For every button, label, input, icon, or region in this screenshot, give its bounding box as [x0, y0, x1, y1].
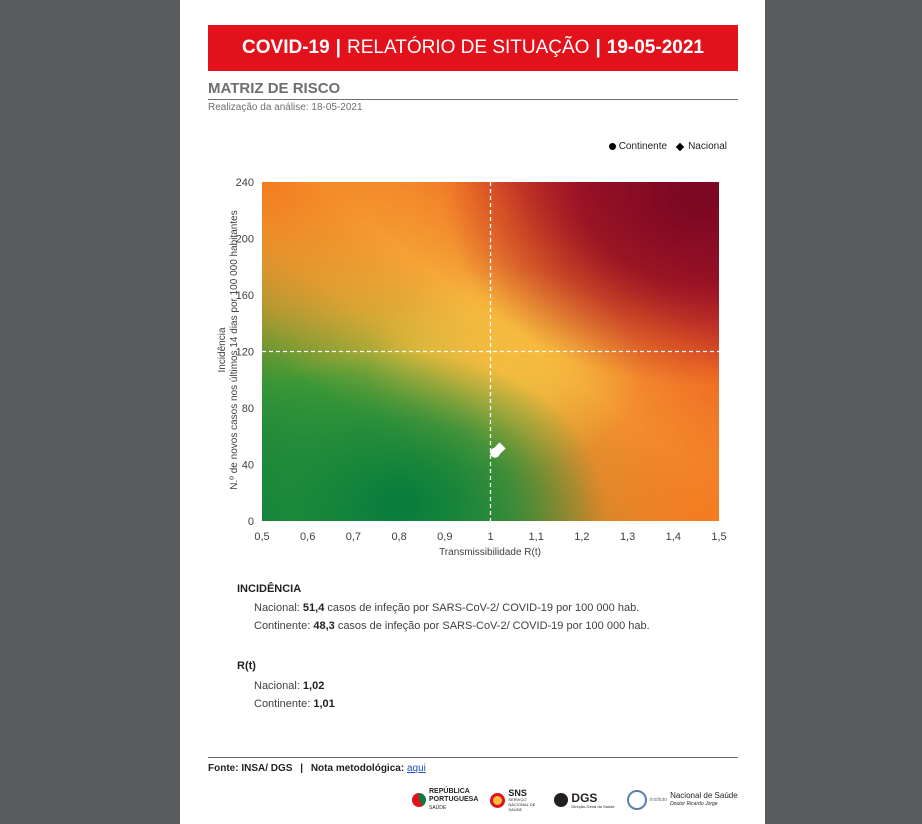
insa-logo	[627, 790, 738, 810]
sns-logo	[490, 789, 542, 812]
y-tick-label: 240	[235, 177, 254, 189]
incidence-continente	[254, 620, 650, 632]
analysis-date: Realização da análise: 18-05-2021	[208, 102, 363, 113]
x-tick-label: 1	[487, 531, 494, 543]
x-tick-label: 1,2	[574, 531, 590, 543]
logo-text: Direção-Geral da Saúde	[571, 803, 615, 809]
incidence-continente-text: casos de infeção por SARS-CoV-2/ COVID-19 por 100 000 hab.	[337, 620, 650, 632]
incidence-nacional-value: 51,4	[302, 602, 325, 614]
logo-text: DGS	[571, 790, 598, 805]
y-tick-label: 160	[235, 290, 254, 302]
rt-nacional-label: Nacional:	[254, 680, 300, 692]
incidence-nacional-text: casos de infeção por SARS-CoV-2/ COVID-19 por 100 000 hab.	[327, 602, 640, 614]
x-tick-label: 0,6	[300, 531, 316, 543]
risk-matrix-chart	[180, 0, 765, 570]
incidence-nacional	[254, 602, 650, 614]
logo-text: REPÚBLICA	[429, 788, 470, 795]
x-tick-label: 1,1	[528, 531, 544, 543]
x-axis-ticks	[254, 531, 726, 543]
logo-text: SAÚDE	[429, 805, 447, 811]
x-tick-label: 0,8	[391, 531, 407, 543]
x-tick-label: 0,5	[254, 531, 270, 543]
logo-text: Doutor Ricardo Jorge	[670, 801, 718, 807]
dgs-logo	[554, 792, 614, 809]
y-tick-label: 40	[241, 459, 254, 472]
incidence-section	[237, 583, 650, 632]
x-tick-label: 1,5	[711, 531, 727, 543]
y-tick-label: 120	[235, 346, 254, 359]
rt-nacional-value: 1,02	[302, 680, 325, 692]
rt-continente-label: Continente:	[254, 698, 311, 710]
republica-portuguesa-logo	[412, 788, 478, 812]
incidence-nacional-label: Nacional:	[254, 602, 300, 614]
section-title: MATRIZ DE RISCO	[208, 80, 738, 100]
rt-heading: R(t)	[237, 660, 256, 672]
logo-text: PORTUGUESA	[429, 796, 479, 803]
x-tick-label: 1,3	[619, 531, 636, 543]
methodology-link[interactable]: aqui	[406, 763, 426, 774]
flag-emblem-icon	[412, 793, 426, 807]
banner-date: 19-05-2021	[606, 37, 704, 58]
footer-divider	[208, 757, 738, 758]
logo-text: SERVIÇO NACIONAL DE SAÚDE	[508, 796, 536, 812]
rt-continente	[254, 698, 335, 710]
report-page	[180, 0, 765, 824]
logo-text: Instituto	[649, 797, 668, 803]
y-tick-label: 80	[241, 403, 254, 415]
footer-source	[208, 763, 426, 774]
logo-text: Nacional de Saúde	[670, 791, 738, 800]
banner-title: COVID-19	[242, 37, 330, 58]
y-axis-label-title: Incidência	[217, 327, 228, 373]
banner-subtitle: RELATÓRIO DE SITUAÇÃO	[346, 37, 590, 58]
incidence-heading: INCIDÊNCIA	[237, 583, 302, 595]
logo-text: SNS	[508, 787, 527, 798]
incidence-continente-value: 48,3	[313, 620, 335, 632]
y-tick-label: 0	[247, 516, 254, 528]
x-axis-label: Transmissibilidade R(t)	[439, 547, 541, 558]
dgs-emblem-icon	[554, 793, 568, 807]
x-tick-label: 0,9	[437, 531, 453, 543]
source-text: Fonte: INSA/ DGS	[208, 763, 293, 774]
legend-label: Nacional	[688, 141, 727, 152]
footer-logos	[412, 785, 738, 815]
y-axis-label-subtitle: N.º de novos casos nos últimos 14 dias por 100 000 habitantes	[229, 210, 240, 490]
insa-emblem-icon	[627, 790, 647, 810]
banner-separator: |	[335, 37, 341, 58]
incidence-continente-label: Continente:	[254, 620, 311, 632]
note-label: Nota metodológica:	[310, 763, 405, 774]
rt-nacional	[254, 680, 335, 692]
rt-section	[237, 660, 335, 710]
rt-continente-value: 1,01	[313, 698, 335, 710]
legend-label: Continente	[618, 141, 668, 152]
footer-separator: |	[300, 763, 304, 774]
sns-emblem-icon	[490, 793, 505, 808]
x-tick-label: 1,4	[665, 531, 681, 543]
banner-separator: |	[595, 37, 601, 58]
y-tick-label: 200	[235, 233, 254, 246]
x-tick-label: 0,7	[345, 531, 362, 543]
